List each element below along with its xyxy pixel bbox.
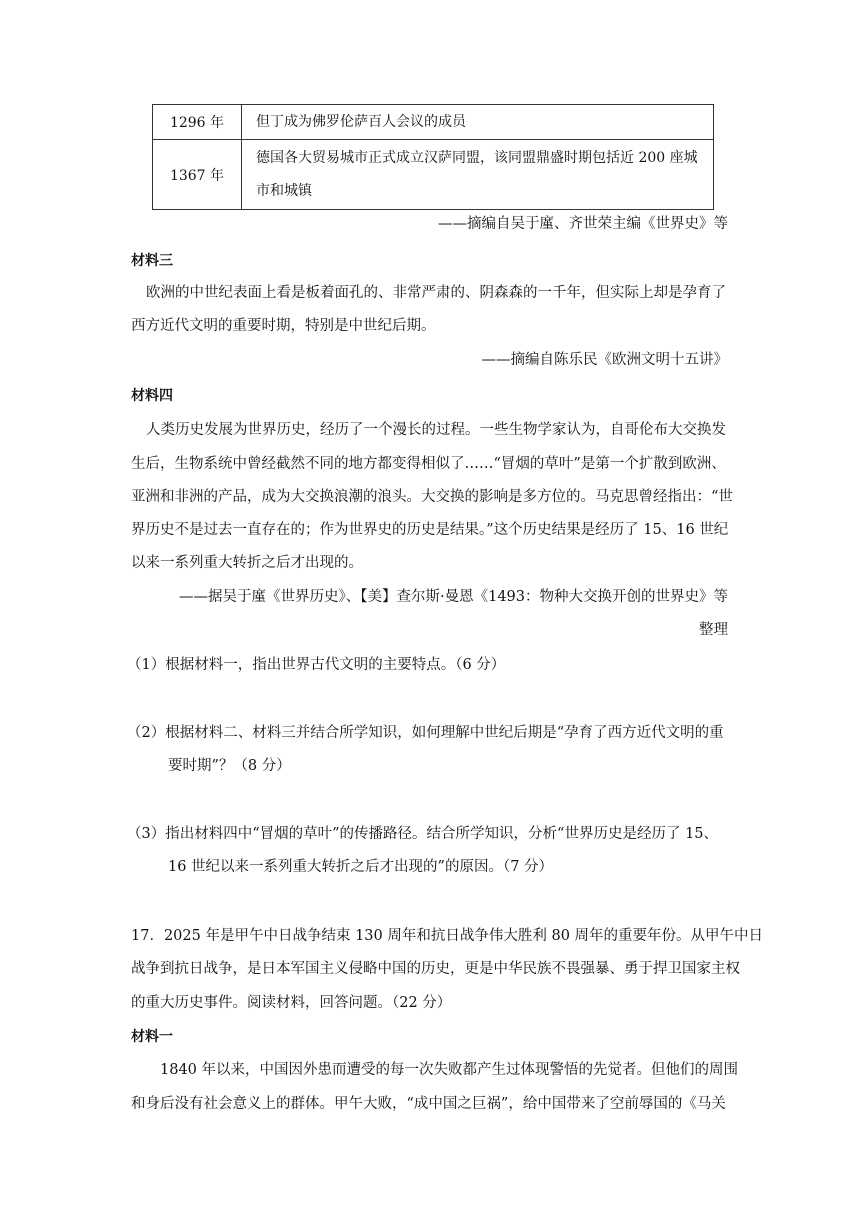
question-3: （3）指出材料四中“冒烟的草叶”的传播路径。结合所学知识，分析“世界历史是经历了 15、 [127, 826, 719, 842]
paragraph-line: 生后，生物系统中曾经截然不同的地方都变得相似了……“冒烟的草叶”是第一个扩散到欧洲、 [131, 456, 726, 472]
source-citation: ——据吴于廑《世界历史》、【美】查尔斯·曼恩《1493：物种大交换开创的世界史》等 [178, 589, 728, 605]
paragraph-line: 人类历史发展为世界历史，经历了一个漫长的过程。一些生物学家认为，自哥伦布大交换发 [146, 422, 726, 438]
source-citation: ——摘编自陈乐民《欧洲文明十五讲》 [481, 352, 728, 368]
paragraph-line: 以来一系列重大转折之后才出现的。 [131, 555, 363, 571]
source-citation: 整理 [699, 622, 728, 638]
table-cell-year: 1367 年 [153, 140, 242, 210]
q17-line: 战争到抗日战争，是日本军国主义侵略中国的历史，更是中华民族不畏强暴、勇于捍卫国家主权 [131, 961, 740, 977]
material3-heading: 材料三 [131, 253, 173, 269]
q17-line: 的重大历史事件。阅读材料，回答问题。（22 分） [131, 995, 452, 1011]
table-row [153, 105, 714, 140]
material4-heading: 材料四 [131, 388, 173, 404]
events-table [152, 104, 714, 210]
paragraph-line: 和身后没有社会意义上的群体。甲午大败，“成中国之巨祸”，给中国带来了空前辱国的《马关 [131, 1096, 726, 1112]
question-2: （2）根据材料二、材料三并结合所学知识，如何理解中世纪后期是“孕育了西方近代文明的重 [127, 725, 724, 741]
source-citation: ——摘编自吴于廑、齐世荣主编《世界史》等 [438, 216, 728, 232]
question-1: （1）根据材料一，指出世界古代文明的主要特点。（6 分） [127, 657, 506, 673]
event-line: 德国各大贸易城市正式成立汉萨同盟，该同盟鼎盛时期包括近 200 座城 [256, 149, 698, 166]
event-line: 市和城镇 [256, 182, 312, 199]
question-2-cont: 要时期”？（8 分） [168, 758, 291, 774]
table-cell-year: 1296 年 [153, 105, 242, 140]
question-3-cont: 16 世纪以来一系列重大转折之后才出现的”的原因。（7 分） [168, 859, 554, 875]
paragraph-line: 1840 年以来，中国因外患而遭受的每一次失败都产生过体现警悟的先觉者。但他们的周围 [160, 1062, 739, 1078]
table-cell-event: 但丁成为佛罗伦萨百人会议的成员 [242, 105, 714, 140]
material1-heading: 材料一 [131, 1029, 173, 1045]
table-row [153, 140, 714, 210]
paragraph-line: 界历史不是过去一直存在的；作为世界史的历史是结果。”这个历史结果是经历了 15、16 世纪 [131, 522, 729, 538]
paragraph-line: 亚洲和非洲的产品，成为大交换浪潮的浪头。大交换的影响是多方位的。马克思曾经指出：“世 [131, 489, 733, 505]
q17-line: 17．2025 年是甲午中日战争结束 130 周年和抗日战争伟大胜利 80 周年的重要年份。从甲午中日 [131, 928, 764, 944]
table-cell-event [242, 140, 714, 210]
paragraph-line: 欧洲的中世纪表面上看是板着面孔的、非常严肃的、阴森森的一千年，但实际上却是孕育了 [146, 285, 726, 301]
paragraph-line: 西方近代文明的重要时期，特别是中世纪后期。 [131, 318, 436, 334]
